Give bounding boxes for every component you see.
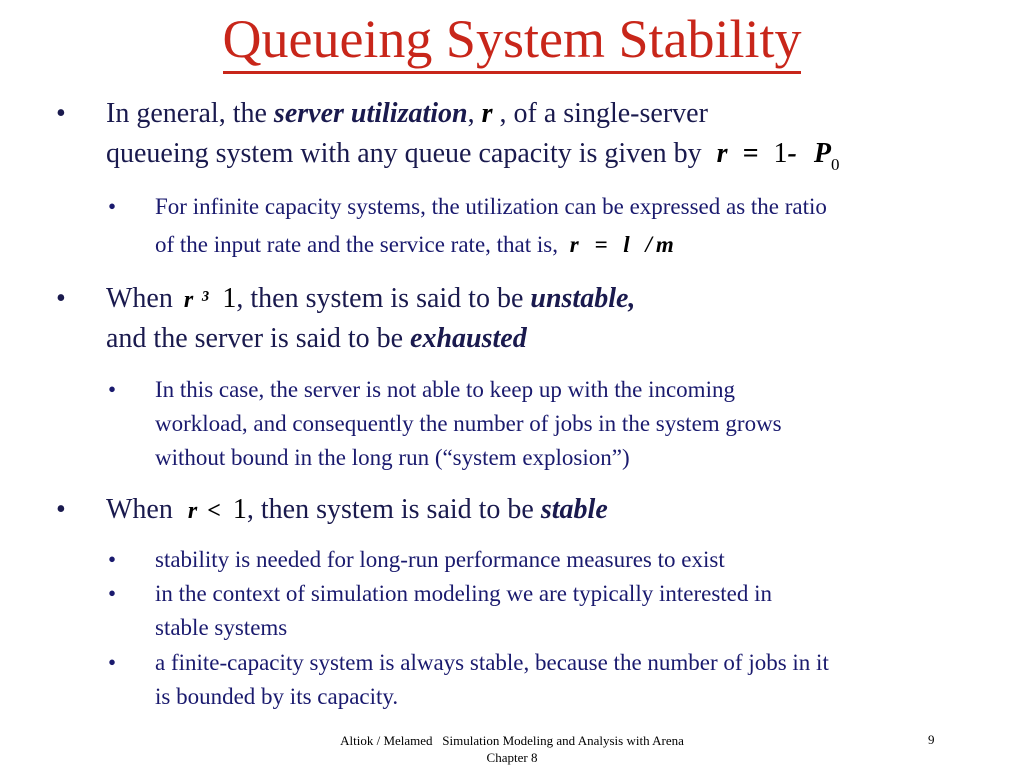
slide-footer bbox=[0, 732, 1024, 766]
bullet-marker: • bbox=[108, 194, 117, 219]
footer-chapter: Chapter 8 bbox=[486, 750, 538, 765]
bullet-marker: • bbox=[108, 547, 117, 572]
condition-unstable: r ³ 1 bbox=[183, 283, 237, 314]
bullet-marker: • bbox=[108, 581, 117, 606]
bullet-marker: • bbox=[108, 650, 117, 675]
slide-title: Queueing System Stability bbox=[0, 10, 1024, 69]
bullet-marker: • bbox=[56, 494, 66, 525]
ratio-formula: r = l / m bbox=[569, 232, 674, 257]
footer-book-title: Simulation Modeling and Analysis with Arena bbox=[442, 733, 684, 748]
bullet-marker: • bbox=[56, 283, 66, 314]
page-number: 9 bbox=[928, 732, 935, 747]
footer-authors: Altiok / Melamed bbox=[340, 733, 433, 748]
bullet-marker: • bbox=[108, 377, 117, 402]
rho-symbol: r bbox=[481, 98, 493, 129]
bullet-marker: • bbox=[56, 98, 66, 129]
condition-stable: r < 1 bbox=[187, 494, 247, 525]
utilization-formula: r = 1- $P_0$ bbox=[716, 138, 840, 174]
